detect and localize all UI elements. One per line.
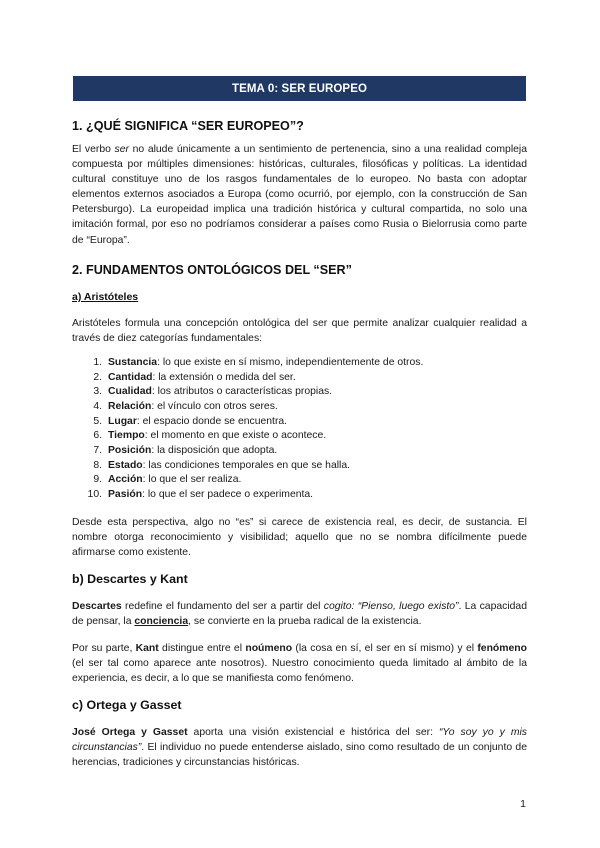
list-item: [86, 429, 423, 444]
list-number: 4.: [93, 400, 102, 412]
category-desc: : lo que existe en sí mismo, independientemente de otros.: [157, 357, 424, 368]
page-number: 1: [520, 798, 526, 810]
categories-list: [86, 356, 423, 503]
topic-banner: TEMA 0: SER EUROPEO: [73, 76, 526, 101]
subsection-c-heading: c) Ortega y Gasset: [72, 698, 182, 712]
category-desc: : el momento en que existe o acontece.: [144, 430, 327, 442]
category-desc: : lo que el ser padece o experimenta.: [142, 488, 314, 500]
list-item: [86, 488, 423, 503]
category-term: Acción: [108, 474, 143, 486]
list-number: 10.: [87, 488, 102, 500]
category-desc: : el vínculo con otros seres.: [151, 400, 278, 412]
list-item: [86, 400, 423, 415]
text-run: no alude únicamente a un sentimiento de pertenencia, sino a una realidad compleja compuesta por múltiples dimensiones: históricas, culturales, filosóficas y políticas. La identidad cultural constituye uno de los rasgos fundamentales de lo europeo. No basta con adoptar elementos externos asociados a Europa (como ocurrió, por ejemplo, con la construcción de San Petersburgo). La europeidad implica una tradición histórica y cultural compartida, no solo una imitación formal, por eso no podríamos considerar a países como Rusia o Bielorrusia como parte de “Europa”.: [72, 144, 527, 246]
category-term: Posición: [108, 444, 152, 456]
term-noumeno: noúmeno: [245, 643, 293, 654]
category-term: Lugar: [108, 415, 137, 427]
text-run: (el ser tal como aparece ante nosotros). Nuestro conocimiento queda limitado al ámbito de la experiencia, es decir, a lo que se manifiesta como fenómeno.: [72, 658, 527, 685]
quote-ortega: “Yo soy yo y mis circunstancias”: [72, 727, 527, 754]
list-item: [86, 415, 423, 430]
text-run: (la cosa en sí, el ser en sí mismo) y el: [292, 643, 478, 654]
category-term: Pasión: [108, 488, 143, 500]
list-item: [86, 385, 423, 400]
text-run: distingue entre el: [158, 643, 246, 654]
kant-paragraph: [72, 641, 527, 686]
list-number: 8.: [93, 459, 102, 471]
category-term: Cantidad: [108, 371, 153, 383]
ortega-paragraph: [72, 725, 527, 770]
list-number: 9.: [93, 474, 102, 486]
list-number: 6.: [93, 430, 102, 442]
category-desc: : lo que el ser realiza.: [142, 474, 242, 486]
section-1-paragraph: [72, 142, 527, 248]
text-run: . La capacidad de pensar, la: [72, 601, 527, 628]
list-number: 5.: [93, 415, 102, 427]
category-desc: : el espacio donde se encuentra.: [136, 415, 288, 427]
list-item: [86, 356, 423, 371]
quote-cogito: : “Pienso, luego existo”: [351, 601, 459, 612]
term-kant: Kant: [135, 643, 159, 654]
aristoteles-intro: Aristóteles formula una concepción ontológica del ser que permite analizar cualquier realidad a través de diez categorías fundamentales:: [72, 318, 527, 345]
descartes-paragraph: [72, 599, 527, 629]
text-run: El verbo: [72, 144, 115, 155]
subsection-b-heading: b) Descartes y Kant: [72, 572, 188, 586]
term-descartes: Descartes: [72, 601, 122, 612]
list-number: 7.: [93, 444, 102, 456]
subsection-a-heading: a) Aristóteles: [72, 291, 139, 303]
category-term: Sustancia: [108, 357, 158, 368]
term-conciencia: conciencia: [134, 616, 189, 628]
list-number: 2.: [93, 371, 102, 383]
category-term: Cualidad: [108, 386, 152, 398]
category-desc: : la extensión o medida del ser.: [152, 371, 296, 383]
section-2-heading: 2. FUNDAMENTOS ONTOLÓGICOS DEL “SER”: [72, 263, 352, 277]
category-term: Relación: [108, 400, 152, 412]
text-run: Por su parte,: [72, 643, 136, 654]
term-ortega: José Ortega y Gasset: [72, 727, 188, 738]
category-desc: : la disposición que adopta.: [151, 444, 278, 456]
list-number: 1.: [93, 357, 102, 368]
list-item: [86, 371, 423, 386]
list-item: [86, 459, 423, 474]
category-term: Tiempo: [108, 430, 145, 442]
text-run: aporta una visión existencial e histórica del ser:: [187, 727, 439, 738]
text-run: , se convierte en la prueba radical de la existencia.: [188, 616, 422, 628]
list-number: 3.: [93, 386, 102, 398]
term-ser: ser: [114, 144, 129, 155]
list-item: [86, 444, 423, 459]
aristoteles-conclusion: Desde esta perspectiva, algo no “es” si carece de existencia real, es decir, de sustancia. El nombre otorga reconocimiento y visibilidad; aquello que no se nombra difícilmente puede afirmarse como existente.: [72, 517, 527, 559]
section-1-heading: 1. ¿QUÉ SIGNIFICA “SER EUROPEO”?: [72, 119, 304, 133]
term-cogito: cogito: [323, 601, 352, 612]
category-desc: : las condiciones temporales en que se halla.: [142, 459, 351, 471]
category-desc: : los atributos o características propias.: [151, 386, 333, 398]
term-fenomeno: fenómeno: [477, 643, 527, 654]
category-term: Estado: [108, 459, 143, 471]
text-run: redefine el fundamento del ser a partir del: [121, 601, 324, 612]
list-item: [86, 473, 423, 488]
text-run: . El individuo no puede entenderse aislado, sino como resultado de un conjunto de herencias, tradiciones y circunstancias históricas.: [72, 742, 527, 769]
